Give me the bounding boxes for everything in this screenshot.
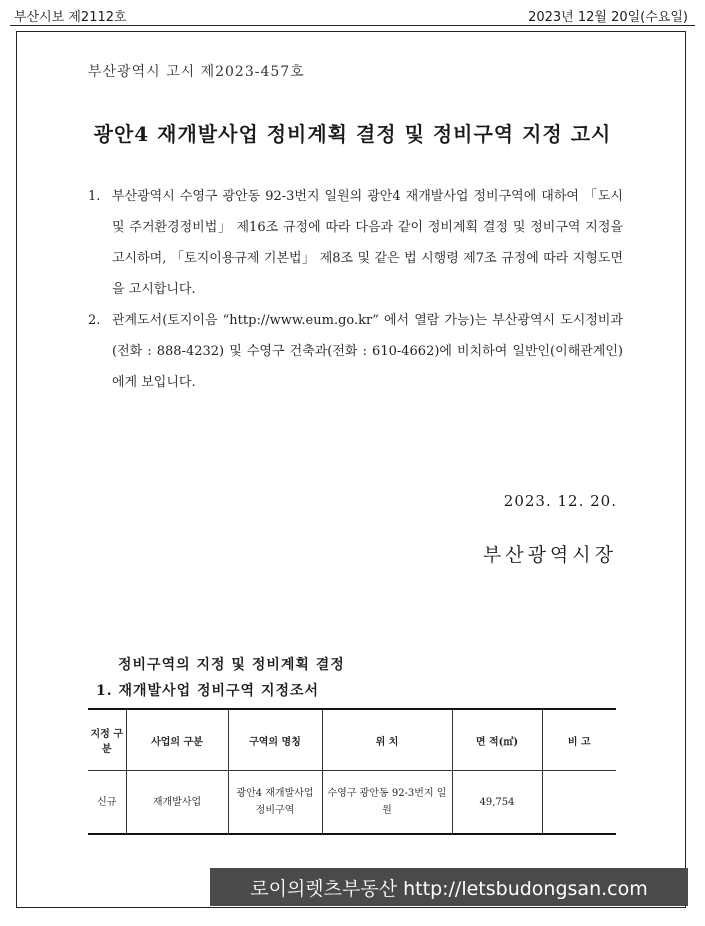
table-cell: 49,754 <box>452 771 542 835</box>
header-divider <box>10 25 695 26</box>
table-cell: 수영구 광안동 92-3번지 일원 <box>322 771 452 835</box>
notice-title: 광안4 재개발사업 정비계획 결정 및 정비구역 지정 고시 <box>93 122 612 146</box>
column-header: 위 치 <box>322 709 452 771</box>
table-cell <box>542 771 616 835</box>
table-header-row <box>88 709 616 771</box>
column-header: 비 고 <box>542 709 616 771</box>
table-cell: 재개발사업 <box>126 771 228 835</box>
table-cell: 광안4 재개발사업 정비구역 <box>228 771 322 835</box>
paragraph-2 <box>88 305 623 398</box>
section-heading: 정비구역의 지정 및 정비계획 결정 <box>118 657 345 673</box>
designation-table <box>88 708 616 835</box>
paragraph-number: 1. <box>88 189 101 204</box>
publication-number: 부산시보 제2112호 <box>14 10 127 25</box>
paragraph-text: 관계도서(토지이음 “http://www.eum.go.kr” 에서 열람 가능)는 부산광역시 도시정비과(전화 : 888-4232) 및 수영구 건축과(전화 : 610-4662)에 비치하여 일반인(이해관계인)에게 보입니다. <box>112 313 623 390</box>
publication-date: 2023년 12월 20일(수요일) <box>528 10 688 25</box>
paragraph-number: 2. <box>88 313 101 328</box>
column-header: 지정 구분 <box>88 709 126 771</box>
section-subheading: 1. 재개발사업 정비구역 지정조서 <box>96 683 320 699</box>
paragraph-1 <box>88 181 623 305</box>
notice-number: 부산광역시 고시 제2023-457호 <box>88 64 305 80</box>
paragraph-text: 부산광역시 수영구 광안동 92-3번지 일원의 광안4 재개발사업 정비구역에 대하여 「도시 및 주거환경정비법」 제16조 규정에 따라 다음과 같이 정비계획 결정 및 정비구역 지정을 고시하며, 「토지이용규제 기본법」 제8조 및 같은 법 시행령 제7조 규정에 따라 지형도면을 고시합니다. <box>112 189 623 297</box>
issuer-signature: 부산광역시장 <box>482 544 617 566</box>
watermark-banner: 로이의렛츠부동산 http://letsbudongsan.com <box>210 868 688 906</box>
column-header: 면 적(㎡) <box>452 709 542 771</box>
column-header: 사업의 구분 <box>126 709 228 771</box>
column-header: 구역의 명칭 <box>228 709 322 771</box>
table-cell: 신규 <box>88 771 126 835</box>
table-row <box>88 771 616 835</box>
notice-date: 2023. 12. 20. <box>503 492 617 510</box>
